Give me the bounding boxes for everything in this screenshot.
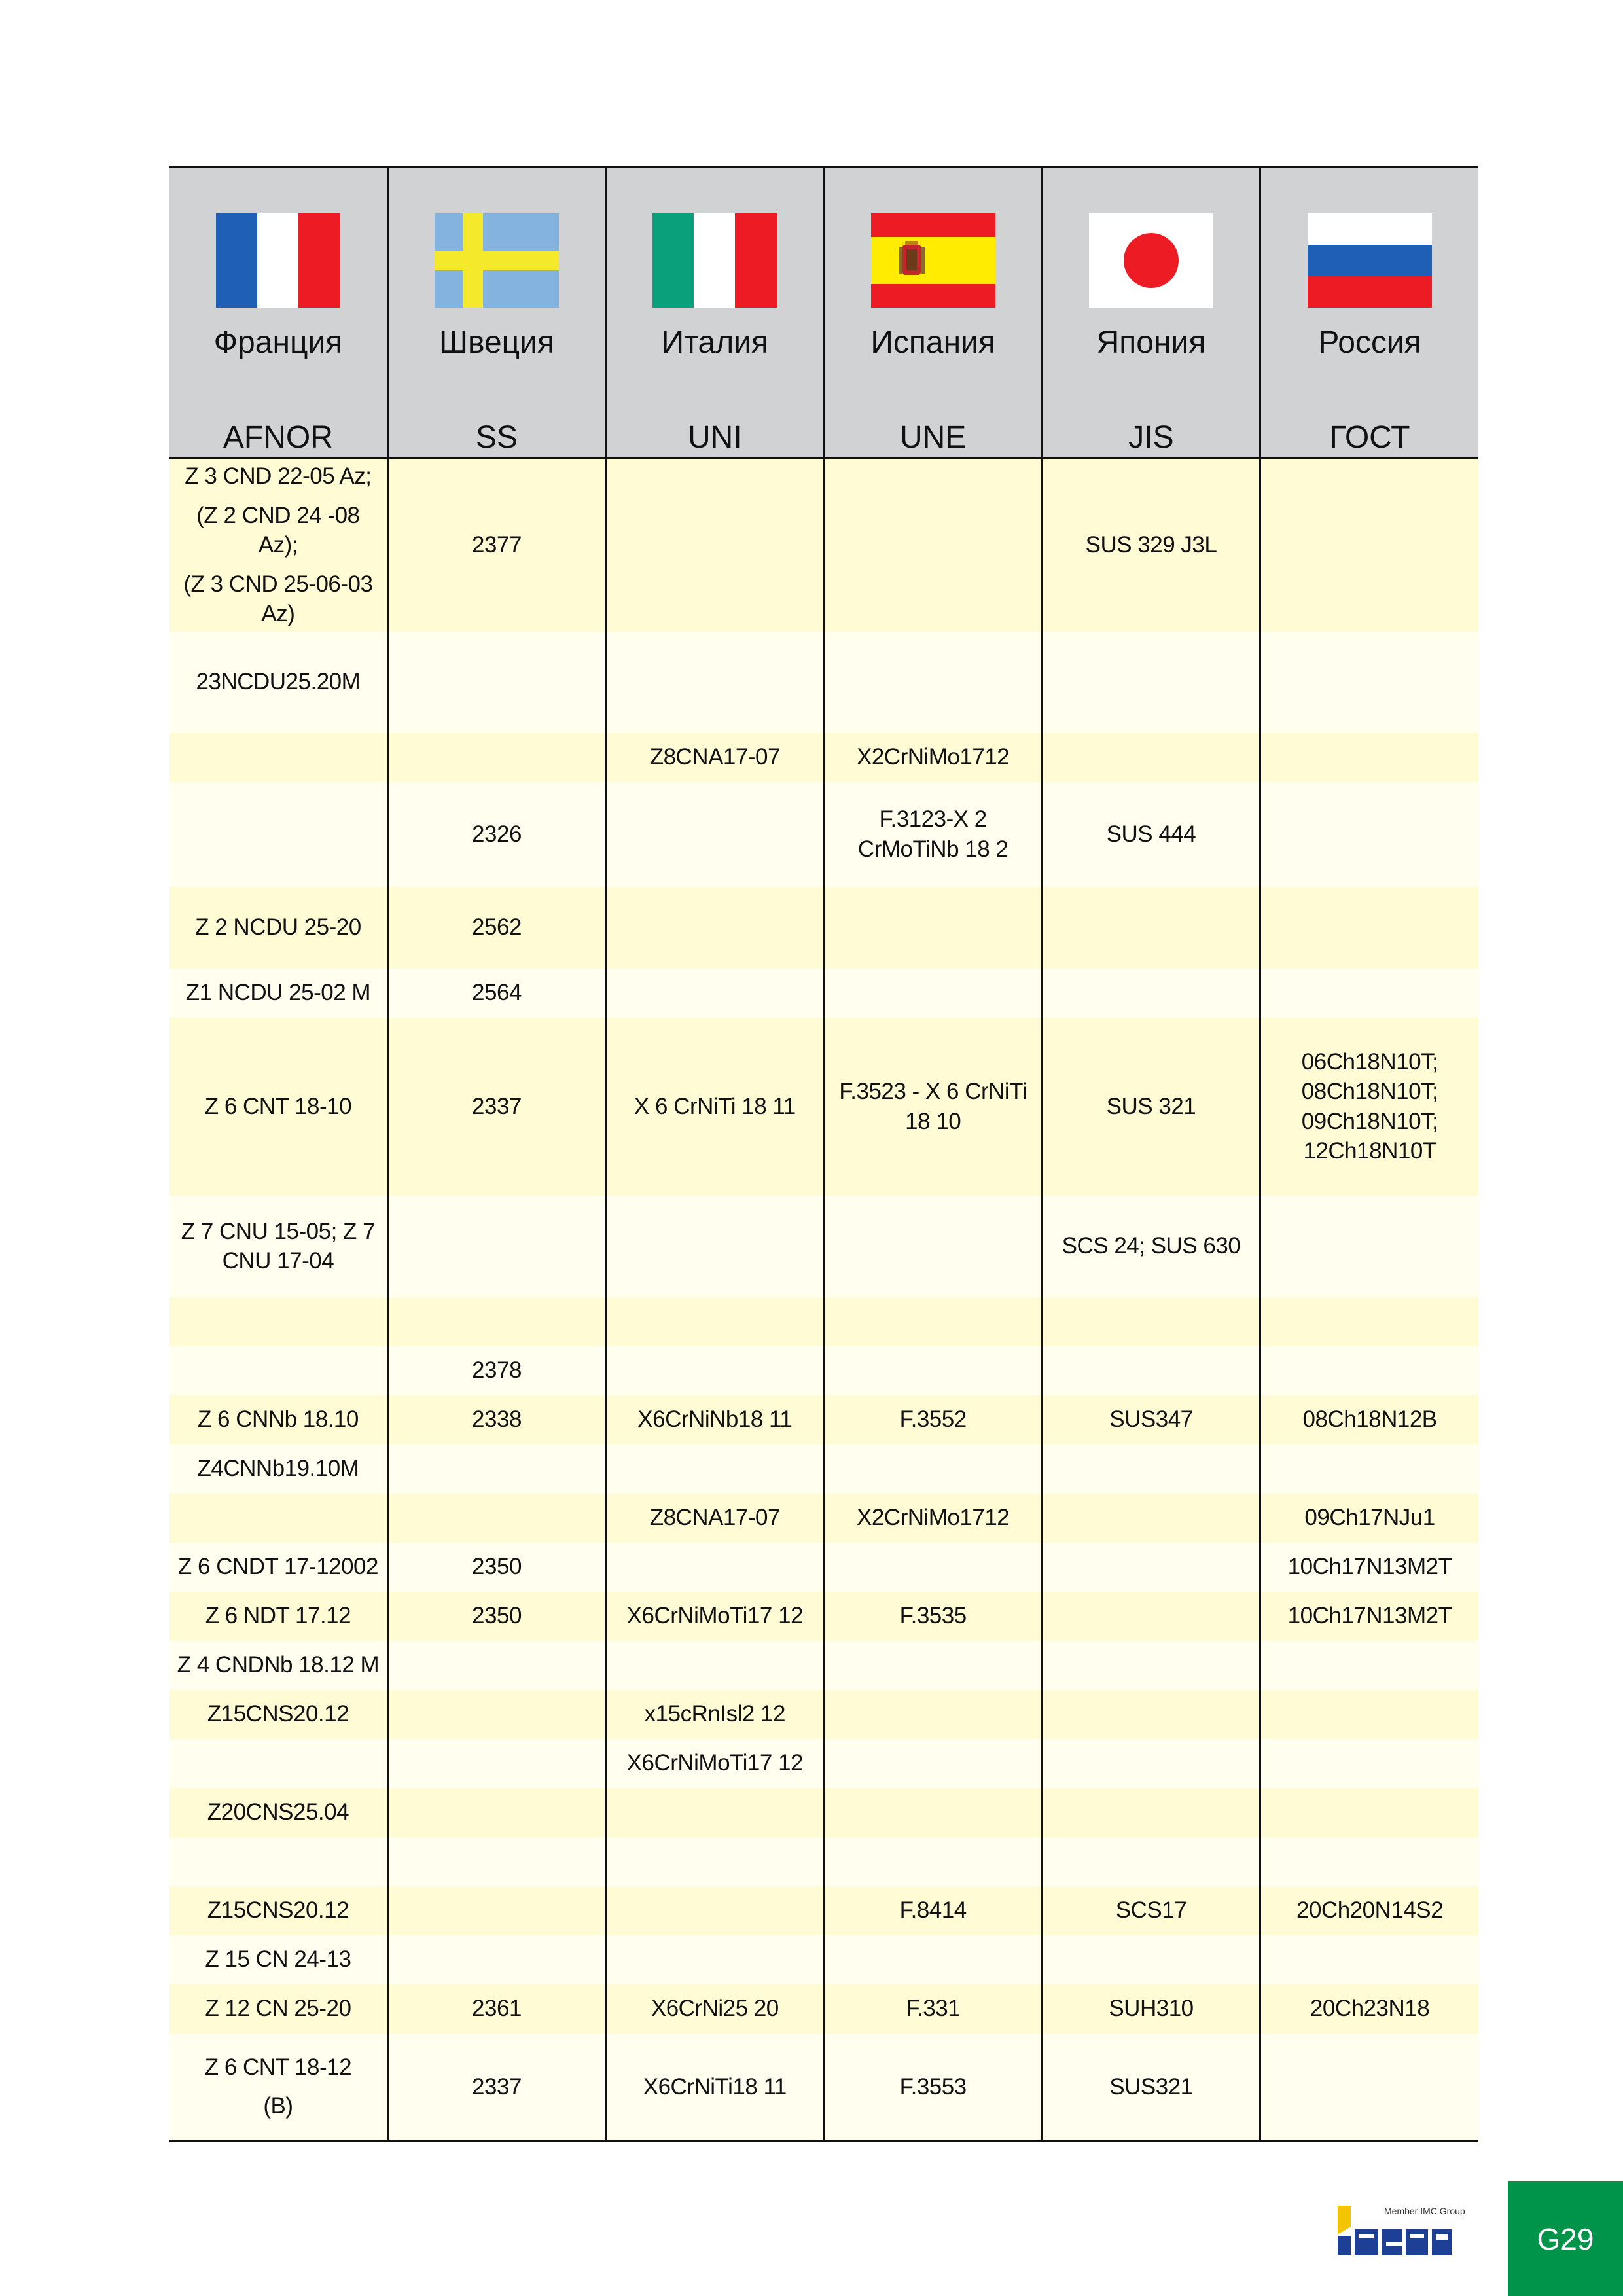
cell-uni (606, 1935, 824, 1984)
cell-jis (1042, 1543, 1260, 1592)
standard-name: ГОСТ (1329, 420, 1410, 455)
cell-afnor (169, 733, 387, 782)
cell-afnor: Z1 NCDU 25-02 M (169, 969, 387, 1018)
cell-uni (606, 1346, 824, 1395)
cell-jis (1042, 1346, 1260, 1395)
cell-uni: x15cRnIsl2 12 (606, 1690, 824, 1739)
cell-ss: 2350 (387, 1592, 605, 1641)
cell-jis: SUS321 (1042, 2034, 1260, 2142)
cell-ss: 2564 (387, 969, 605, 1018)
table-row (169, 1543, 1478, 1592)
cell-une: F.3535 (824, 1592, 1042, 1641)
italy-flag-icon (652, 213, 777, 308)
cell-jis (1042, 1690, 1260, 1739)
cell-гост (1260, 1788, 1478, 1837)
cell-ss: 2350 (387, 1543, 605, 1592)
cell-afnor: Z 7 CNU 15-05; Z 7 CNU 17-04 (169, 1196, 387, 1297)
table-row (169, 733, 1478, 782)
cell-гост (1260, 1444, 1478, 1494)
table-row (169, 632, 1478, 733)
cell-jis: SUS 321 (1042, 1018, 1260, 1196)
cell-ss: 2377 (387, 458, 605, 632)
cell-uni (606, 1444, 824, 1494)
cell-гост (1260, 2034, 1478, 2142)
russia-flag-icon (1308, 213, 1432, 308)
cell-ss: 2361 (387, 1984, 605, 2034)
cell-гост: 09Ch17NJu1 (1260, 1494, 1478, 1543)
cell-ss (387, 1196, 605, 1297)
cell-afnor (169, 1346, 387, 1395)
cell-jis (1042, 1444, 1260, 1494)
cell-гост (1260, 733, 1478, 782)
cell-jis: SUS 329 J3L (1042, 458, 1260, 632)
table-row (169, 1837, 1478, 1886)
header-japan (1042, 167, 1260, 458)
cell-ss (387, 632, 605, 733)
cell-ss: 2337 (387, 1018, 605, 1196)
cell-uni (606, 1543, 824, 1592)
cell-afnor: 23NCDU25.20M (169, 632, 387, 733)
cell-une (824, 1739, 1042, 1788)
cell-jis (1042, 1739, 1260, 1788)
cell-гост (1260, 1690, 1478, 1739)
cell-ss: 2378 (387, 1346, 605, 1395)
cell-afnor (169, 782, 387, 887)
cell-uni: X6CrNiTi18 11 (606, 2034, 824, 2142)
table-row (169, 1788, 1478, 1837)
cell-гост (1260, 1297, 1478, 1346)
cell-ss (387, 1444, 605, 1494)
standard-name: UNI (687, 420, 742, 455)
cell-afnor (169, 1739, 387, 1788)
cell-afnor: Z 4 CNDNb 18.12 M (169, 1641, 387, 1690)
cell-гост (1260, 1346, 1478, 1395)
cell-jis: SCS 24; SUS 630 (1042, 1196, 1260, 1297)
cell-une (824, 887, 1042, 969)
cell-afnor: Z 12 CN 25-20 (169, 1984, 387, 2034)
table-row (169, 2034, 1478, 2142)
cell-jis (1042, 1494, 1260, 1543)
cell-une (824, 1935, 1042, 1984)
table-row (169, 1444, 1478, 1494)
cell-une (824, 1543, 1042, 1592)
cell-uni (606, 1886, 824, 1935)
cell-afnor: Z15CNS20.12 (169, 1690, 387, 1739)
cell-ss (387, 1690, 605, 1739)
country-name: Испания (870, 325, 995, 360)
cell-ss (387, 733, 605, 782)
table-row (169, 1346, 1478, 1395)
cell-une (824, 1690, 1042, 1739)
sweden-flag-icon (435, 213, 559, 308)
cell-гост (1260, 632, 1478, 733)
cell-ss: 2337 (387, 2034, 605, 2142)
cell-гост: 10Ch17N13M2T (1260, 1543, 1478, 1592)
cell-afnor: Z 15 CN 24-13 (169, 1935, 387, 1984)
cell-jis: SUH310 (1042, 1984, 1260, 2034)
cell-uni (606, 632, 824, 733)
table-row (169, 969, 1478, 1018)
cell-uni (606, 1196, 824, 1297)
header-sweden (387, 167, 605, 458)
cell-гост: 06Ch18N10T; 08Ch18N10T; 09Ch18N10T; 12Ch18N10T (1260, 1018, 1478, 1196)
cell-une (824, 1788, 1042, 1837)
cell-ss (387, 1886, 605, 1935)
cell-text-part: (B) (263, 2093, 293, 2119)
cell-une (824, 1444, 1042, 1494)
table-row (169, 1984, 1478, 2034)
cell-ss (387, 1739, 605, 1788)
cell-гост (1260, 1196, 1478, 1297)
cell-jis (1042, 632, 1260, 733)
cell-une (824, 458, 1042, 632)
cell-jis: SCS17 (1042, 1886, 1260, 1935)
cell-afnor: Z 6 CNDT 17-12002 (169, 1543, 387, 1592)
cell-гост (1260, 1935, 1478, 1984)
cell-uni (606, 782, 824, 887)
cell-afnor: Z4CNNb19.10M (169, 1444, 387, 1494)
table-header-row (169, 167, 1478, 458)
table-row (169, 1018, 1478, 1196)
cell-afnor (169, 1297, 387, 1346)
cell-uni: X 6 CrNiTi 18 11 (606, 1018, 824, 1196)
cell-uni: X6CrNiNb18 11 (606, 1395, 824, 1444)
cell-text-part: Z 3 CND 22-05 Az; (185, 463, 372, 489)
steel-comparison-table-wrapper (169, 166, 1478, 2142)
cell-гост (1260, 1739, 1478, 1788)
country-name: Россия (1318, 325, 1421, 360)
cell-afnor (169, 458, 387, 632)
cell-une: F.3553 (824, 2034, 1042, 2142)
cell-uni (606, 1297, 824, 1346)
cell-uni: Z8CNA17-07 (606, 733, 824, 782)
table-row (169, 1886, 1478, 1935)
table-row (169, 458, 1478, 632)
japan-flag-icon (1089, 213, 1213, 308)
cell-une: F.3552 (824, 1395, 1042, 1444)
cell-uni: X6CrNi25 20 (606, 1984, 824, 2034)
cell-гост: 20Ch20N14S2 (1260, 1886, 1478, 1935)
country-name: Швеция (439, 325, 554, 360)
cell-afnor: Z 2 NCDU 25-20 (169, 887, 387, 969)
cell-гост (1260, 1641, 1478, 1690)
cell-une (824, 1196, 1042, 1297)
cell-une (824, 1297, 1042, 1346)
header-spain (824, 167, 1042, 458)
cell-jis (1042, 1641, 1260, 1690)
country-name: Япония (1096, 325, 1206, 360)
standard-name: UNE (899, 420, 967, 455)
cell-afnor (169, 1494, 387, 1543)
cell-uni: X6CrNiMoTi17 12 (606, 1739, 824, 1788)
cell-text-part: (Z 2 CND 24 -08 Az); (196, 502, 360, 558)
cell-гост: 08Ch18N12B (1260, 1395, 1478, 1444)
cell-гост (1260, 969, 1478, 1018)
cell-une: X2CrNiMo1712 (824, 1494, 1042, 1543)
table-row (169, 1690, 1478, 1739)
cell-ss (387, 1297, 605, 1346)
header-italy (606, 167, 824, 458)
table-row (169, 1641, 1478, 1690)
cell-uni (606, 458, 824, 632)
standard-name: JIS (1128, 420, 1174, 455)
country-name: Италия (661, 325, 769, 360)
cell-jis (1042, 1935, 1260, 1984)
cell-une (824, 1346, 1042, 1395)
cell-une: F.3523 - X 6 CrNiTi 18 10 (824, 1018, 1042, 1196)
table-row (169, 1196, 1478, 1297)
cell-ss (387, 1837, 605, 1886)
cell-afnor: Z20CNS25.04 (169, 1788, 387, 1837)
table-row (169, 1297, 1478, 1346)
cell-ss (387, 1788, 605, 1837)
cell-гост (1260, 1837, 1478, 1886)
cell-afnor: Z15CNS20.12 (169, 1886, 387, 1935)
cell-text-part: (Z 3 CND 25-06-03 Az) (183, 571, 373, 626)
cell-une (824, 969, 1042, 1018)
cell-une (824, 1837, 1042, 1886)
page-number-tab: G29 (1508, 2181, 1623, 2296)
cell-ss (387, 1494, 605, 1543)
cell-гост: 20Ch23N18 (1260, 1984, 1478, 2034)
cell-jis (1042, 1297, 1260, 1346)
cell-une: F.331 (824, 1984, 1042, 2034)
cell-jis (1042, 887, 1260, 969)
cell-uni: X6CrNiMoTi17 12 (606, 1592, 824, 1641)
france-flag-icon (216, 213, 340, 308)
cell-afnor: Z 6 NDT 17.12 (169, 1592, 387, 1641)
cell-une: X2CrNiMo1712 (824, 733, 1042, 782)
cell-une: F.3123-X 2 CrMoTiNb 18 2 (824, 782, 1042, 887)
cell-text-part: Z 6 CNT 18-12 (204, 2054, 352, 2080)
cell-afnor: Z 6 CNT 18-10 (169, 1018, 387, 1196)
cell-jis (1042, 1837, 1260, 1886)
header-russia (1260, 167, 1478, 458)
steel-grade-comparison-table (169, 166, 1478, 2142)
member-imc-group-label: Member IMC Group (1384, 2206, 1465, 2216)
cell-jis (1042, 1592, 1260, 1641)
table-row (169, 1395, 1478, 1444)
header-france (169, 167, 387, 458)
cell-uni (606, 1837, 824, 1886)
cell-jis (1042, 733, 1260, 782)
standard-name: SS (475, 420, 518, 455)
cell-uni (606, 969, 824, 1018)
cell-afnor: Z 6 CNNb 18.10 (169, 1395, 387, 1444)
cell-afnor (169, 2034, 387, 2142)
cell-jis: SUS 444 (1042, 782, 1260, 887)
cell-uni (606, 1641, 824, 1690)
spain-flag-icon (871, 213, 995, 308)
cell-ss: 2338 (387, 1395, 605, 1444)
table-row (169, 1739, 1478, 1788)
cell-uni: Z8CNA17-07 (606, 1494, 824, 1543)
cell-uni (606, 887, 824, 969)
table-row (169, 1494, 1478, 1543)
cell-jis: SUS347 (1042, 1395, 1260, 1444)
table-body (169, 458, 1478, 2142)
cell-uni (606, 1788, 824, 1837)
cell-гост (1260, 458, 1478, 632)
cell-ss: 2326 (387, 782, 605, 887)
table-row (169, 782, 1478, 887)
cell-une (824, 1641, 1042, 1690)
standard-name: AFNOR (223, 420, 333, 455)
cell-une: F.8414 (824, 1886, 1042, 1935)
cell-jis (1042, 969, 1260, 1018)
cell-гост: 10Ch17N13M2T (1260, 1592, 1478, 1641)
cell-ss (387, 1641, 605, 1690)
cell-jis (1042, 1788, 1260, 1837)
cell-ss (387, 1935, 605, 1984)
cell-гост (1260, 887, 1478, 969)
cell-afnor (169, 1837, 387, 1886)
cell-гост (1260, 782, 1478, 887)
cell-ss: 2562 (387, 887, 605, 969)
country-name: Франция (213, 325, 343, 360)
table-row (169, 887, 1478, 969)
cell-une (824, 632, 1042, 733)
table-row (169, 1592, 1478, 1641)
table-row (169, 1935, 1478, 1984)
